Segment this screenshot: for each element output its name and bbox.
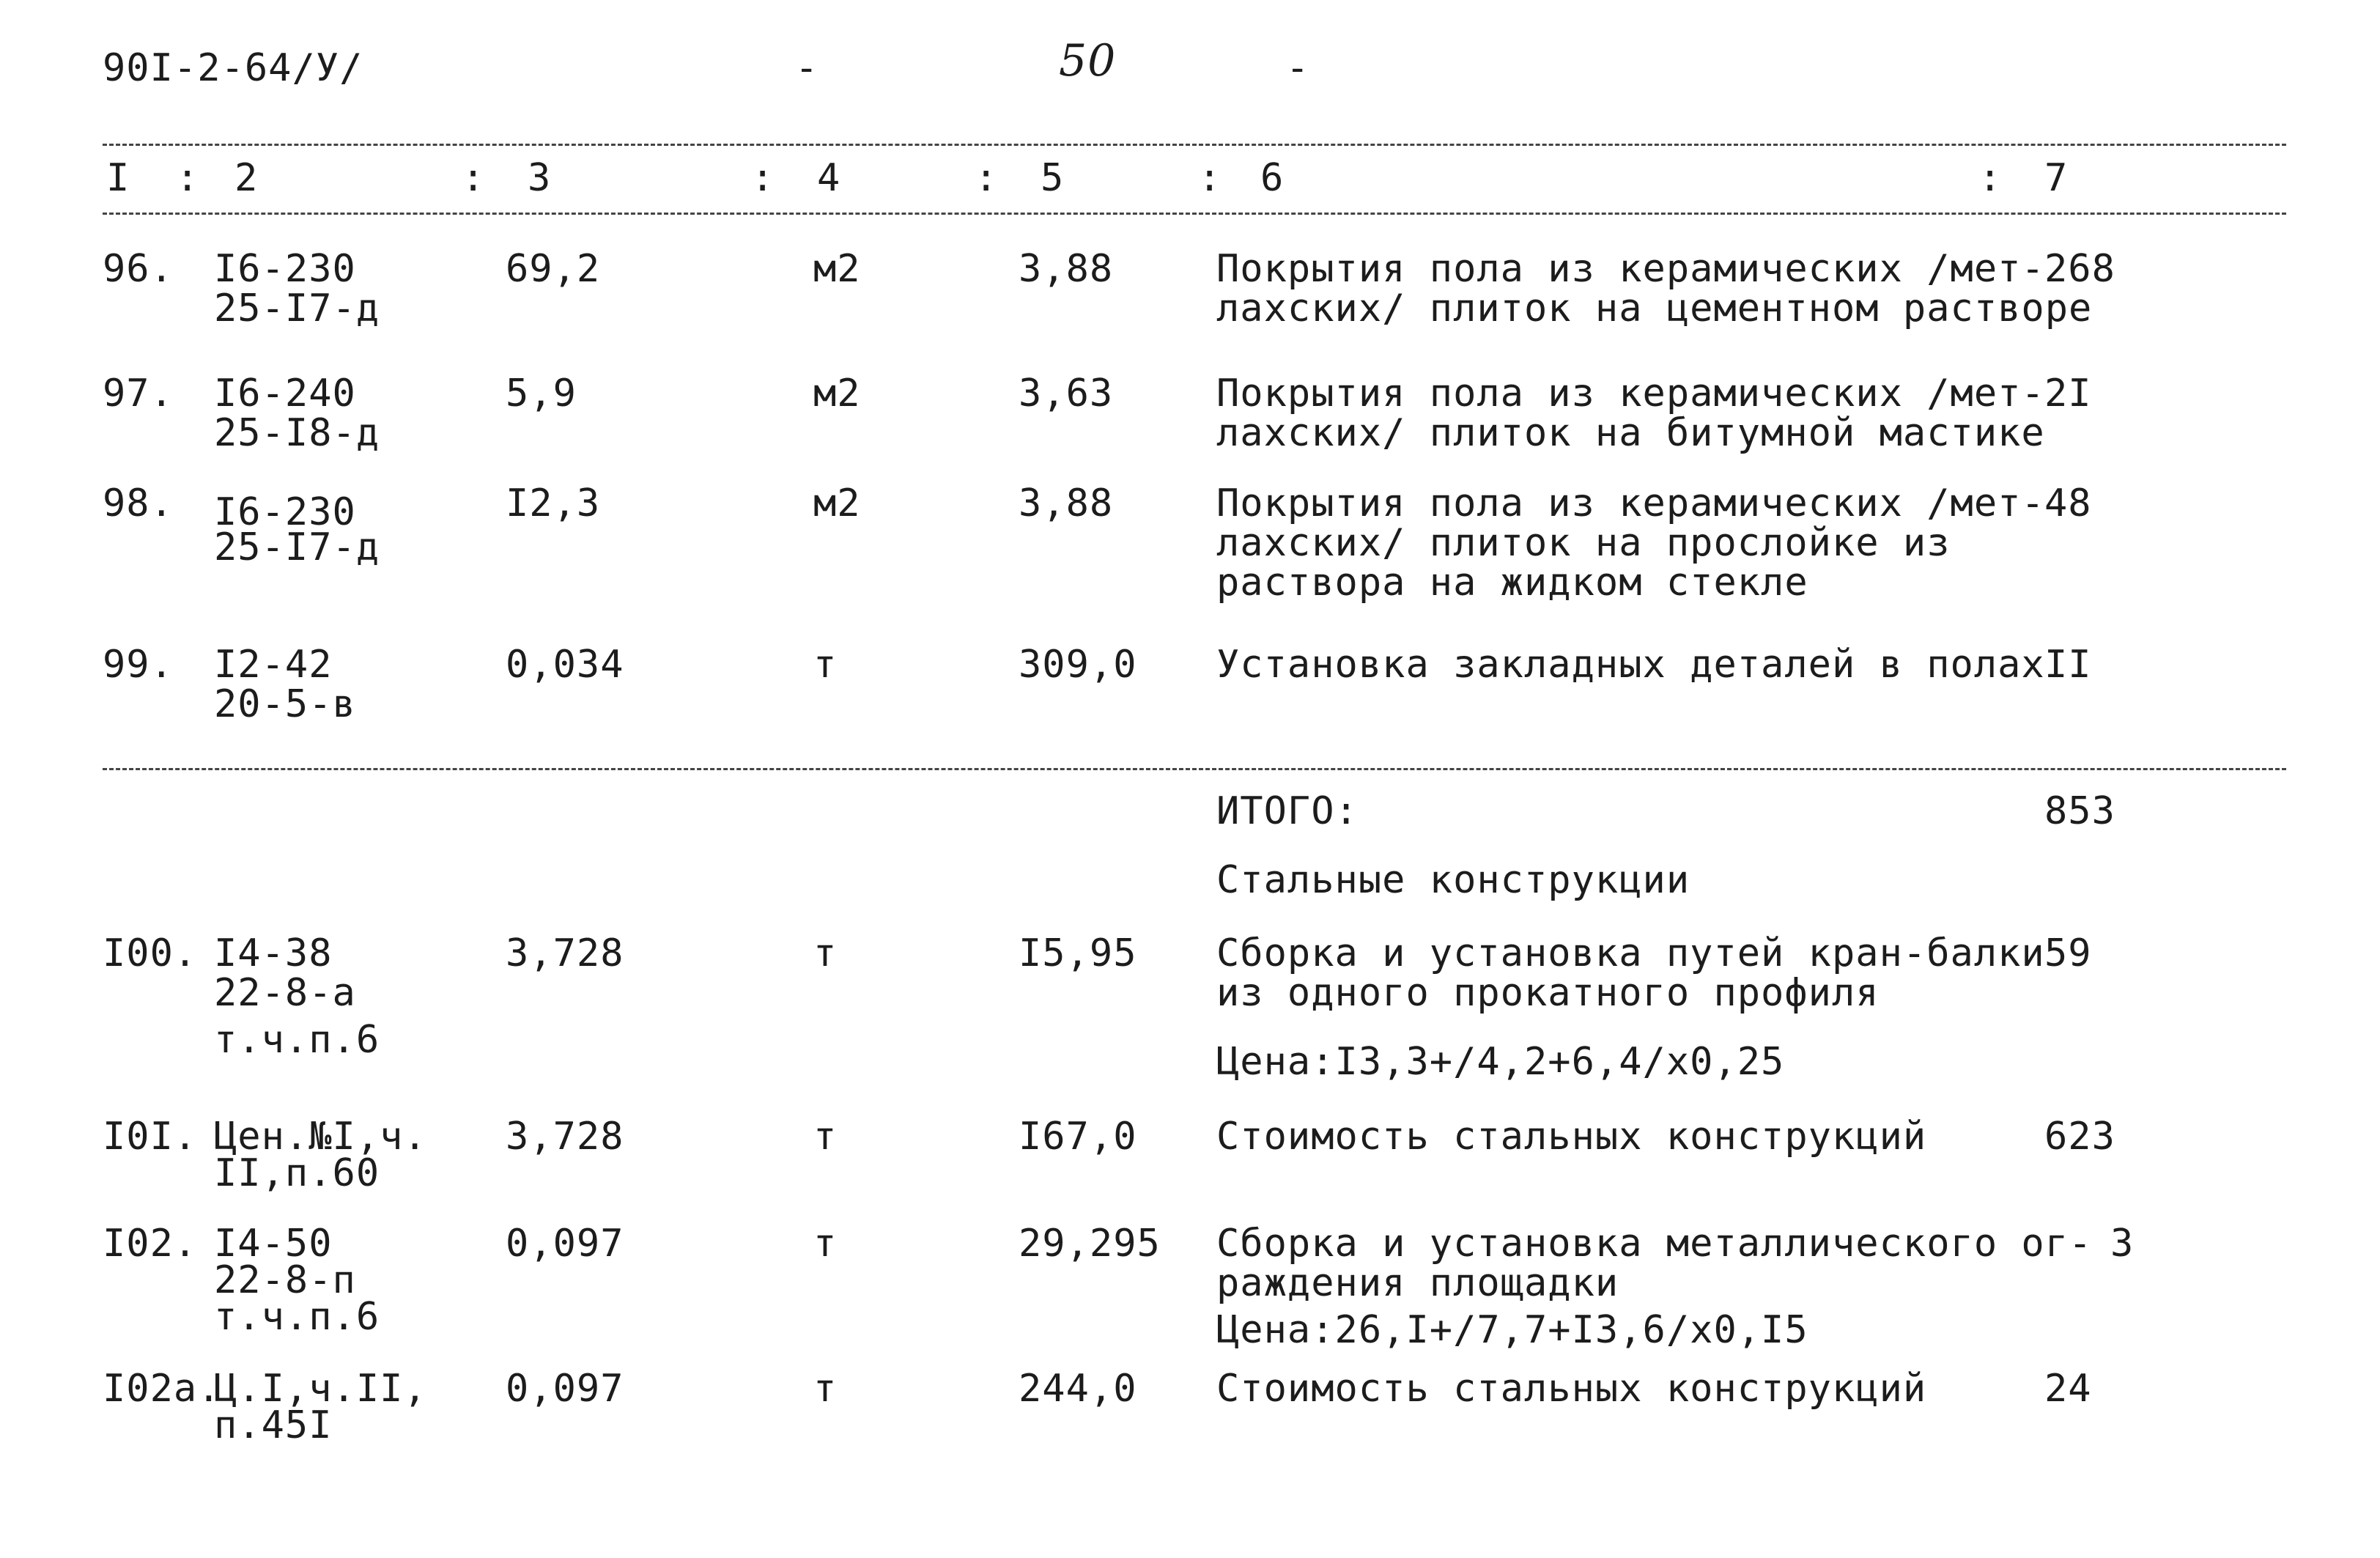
col-num-7: 7	[2044, 156, 2069, 200]
row-quantity: 3,728	[506, 1115, 624, 1159]
header-top-rule	[103, 144, 2286, 146]
row-price: 3,88	[1019, 481, 1114, 525]
row-code-line: I6-230	[214, 490, 356, 534]
row-total: 3	[2110, 1222, 2135, 1266]
subtotal-value: 853	[2044, 789, 2115, 833]
row-unit: м2	[813, 481, 861, 525]
subtotal-rule	[103, 768, 2286, 770]
row-unit: т	[813, 931, 838, 975]
row-description-line: лахских/ плиток на прослойке из	[1216, 521, 1951, 565]
row-number: 97.	[103, 372, 174, 416]
row-code-line: 25-I7-д	[214, 525, 380, 569]
col-sep-3: :	[462, 156, 486, 200]
row-code-line: 25-I8-д	[214, 411, 380, 455]
col-sep-4: :	[751, 156, 775, 200]
row-number: 98.	[103, 481, 174, 525]
row-description-line: Покрытия пола из керамических /мет-	[1216, 247, 2045, 291]
row-number: 99.	[103, 643, 174, 687]
row-description-line: Стоимость стальных конструкций	[1216, 1367, 1927, 1411]
row-price: 244,0	[1019, 1367, 1137, 1411]
row-code-line: 22-8-п	[214, 1258, 356, 1302]
row-price-note: Цена:I3,3+/4,2+6,4/х0,25	[1216, 1040, 1785, 1084]
row-number: I02а.	[103, 1367, 221, 1411]
row-description-line: Покрытия пола из керамических /мет-	[1216, 481, 2045, 525]
row-description-line: Установка закладных деталей в полах	[1216, 643, 2045, 687]
col-num-2: 2	[234, 156, 259, 200]
row-unit: т	[813, 643, 838, 687]
row-unit: т	[813, 1115, 838, 1159]
row-total: 24	[2044, 1367, 2092, 1411]
row-description-line: Стоимость стальных конструкций	[1216, 1115, 1927, 1159]
row-description-line: из одного прокатного профиля	[1216, 971, 1880, 1015]
row-code-line: т.ч.п.6	[214, 1018, 380, 1062]
col-sep-2: :	[176, 156, 200, 200]
row-description-line: Покрытия пола из керамических /мет-	[1216, 372, 2045, 416]
row-unit: т	[813, 1222, 838, 1266]
row-code-line: 25-I7-д	[214, 287, 380, 331]
col-num-4: 4	[817, 156, 841, 200]
row-code-line: Ц.I,ч.II,	[214, 1367, 427, 1411]
row-description-line: раствора на жидком стекле	[1216, 561, 1808, 605]
row-code-line: т.ч.п.6	[214, 1295, 380, 1339]
row-price: 3,88	[1019, 247, 1114, 291]
row-description-line: Сборка и установка путей кран-балки	[1216, 931, 2045, 975]
row-number: I00.	[103, 931, 198, 975]
row-code-line: п.45I	[214, 1403, 333, 1447]
page-number: 50	[1059, 35, 1117, 86]
row-total: 48	[2044, 481, 2092, 525]
row-total: 623	[2044, 1115, 2115, 1159]
row-price: 3,63	[1019, 372, 1114, 416]
row-total: 268	[2044, 247, 2115, 291]
col-num-3: 3	[528, 156, 552, 200]
row-code-line: 22-8-а	[214, 971, 356, 1015]
row-price: I67,0	[1019, 1115, 1137, 1159]
row-code-line: I2-42	[214, 643, 333, 687]
row-code-line: I6-230	[214, 247, 356, 291]
row-unit: м2	[813, 372, 861, 416]
col-sep-7: :	[1978, 156, 2003, 200]
col-num-6: 6	[1260, 156, 1285, 200]
section-title: Стальные конструкции	[1216, 858, 1690, 902]
header-dash-right: -	[1286, 46, 1310, 90]
subtotal-label: ИТОГО:	[1216, 789, 1359, 833]
col-sep-5: :	[975, 156, 999, 200]
row-total: II	[2044, 643, 2092, 687]
row-code-line: I6-240	[214, 372, 356, 416]
row-code-line: II,п.60	[214, 1151, 380, 1195]
row-total: 2I	[2044, 372, 2092, 416]
row-code-line: I4-38	[214, 931, 333, 975]
row-code-line: Цен.№I,ч.	[214, 1115, 427, 1159]
row-quantity: 3,728	[506, 931, 624, 975]
row-price: 29,295	[1019, 1222, 1161, 1266]
row-quantity: 0,097	[506, 1367, 624, 1411]
header-dash-left: -	[795, 46, 819, 90]
row-description-line: Сборка и установка металлического ог-	[1216, 1222, 2093, 1266]
header-bottom-rule	[103, 213, 2286, 215]
col-num-1: I	[106, 156, 130, 200]
row-total: 59	[2044, 931, 2092, 975]
row-unit: м2	[813, 247, 861, 291]
row-number: I02.	[103, 1222, 198, 1266]
row-number: 96.	[103, 247, 174, 291]
row-quantity: 5,9	[506, 372, 577, 416]
row-price-note: Цена:26,I+/7,7+I3,6/х0,I5	[1216, 1308, 1808, 1352]
row-description-line: лахских/ плиток на битумной мастике	[1216, 411, 2045, 455]
row-code-line: I4-50	[214, 1222, 333, 1266]
row-code-line: 20-5-в	[214, 682, 356, 726]
row-price: I5,95	[1019, 931, 1137, 975]
row-quantity: 69,2	[506, 247, 601, 291]
row-quantity: 0,034	[506, 643, 624, 687]
col-num-5: 5	[1041, 156, 1065, 200]
row-number: I0I.	[103, 1115, 198, 1159]
row-unit: т	[813, 1367, 838, 1411]
col-sep-6: :	[1198, 156, 1222, 200]
row-quantity: I2,3	[506, 481, 601, 525]
row-quantity: 0,097	[506, 1222, 624, 1266]
row-description-line: лахских/ плиток на цементном растворе	[1216, 287, 2093, 331]
document-code: 90I-2-64/У/	[103, 46, 363, 90]
row-price: 309,0	[1019, 643, 1137, 687]
row-description-line: раждения площадки	[1216, 1261, 1619, 1305]
